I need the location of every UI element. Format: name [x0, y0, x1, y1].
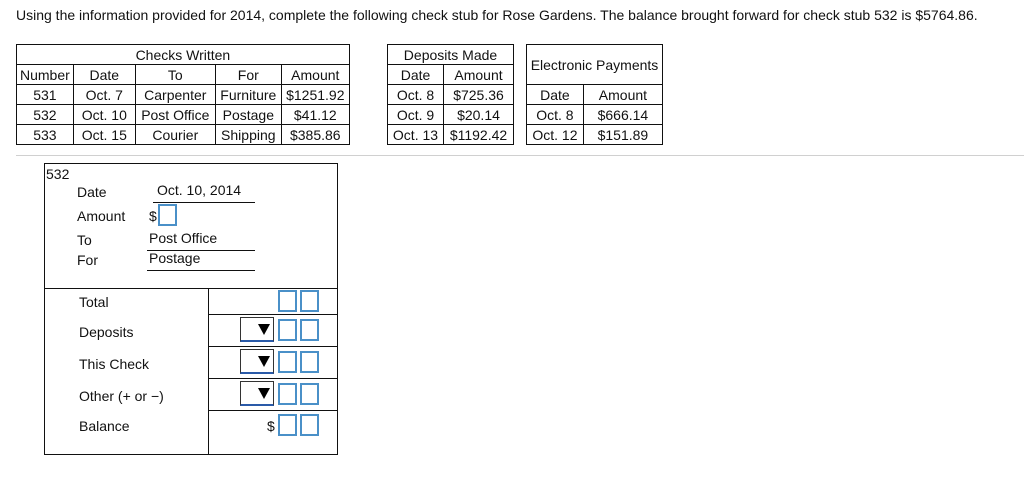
col-header-date: Date	[388, 65, 444, 85]
col-header-date: Date	[527, 85, 584, 105]
cell: Oct. 8	[527, 105, 584, 125]
cell: Oct. 8	[388, 85, 444, 105]
electronic-payments-title: Electronic Payments	[527, 45, 663, 85]
checks-written-title: Checks Written	[17, 45, 350, 65]
col-header-to: To	[135, 65, 215, 85]
table-row	[388, 125, 514, 145]
cell: Oct. 12	[527, 125, 584, 145]
balance-input-1[interactable]	[278, 414, 297, 436]
cell: Oct. 13	[388, 125, 444, 145]
section-divider	[16, 155, 1024, 156]
amount-label: Amount	[77, 208, 126, 224]
other-input-1[interactable]	[278, 383, 297, 405]
cell: 532	[17, 105, 74, 125]
date-value: Oct. 10, 2014	[153, 182, 255, 203]
table-row	[527, 125, 663, 145]
cell: Furniture	[215, 85, 281, 105]
col-header-for: For	[215, 65, 281, 85]
cell: Oct. 7	[73, 85, 135, 105]
deposits-made-table	[387, 44, 514, 145]
cell: $151.89	[583, 125, 662, 145]
cell: Oct. 9	[388, 105, 444, 125]
deposits-input-1[interactable]	[278, 319, 297, 341]
balance-label: Balance	[79, 418, 130, 434]
cell: Shipping	[215, 125, 281, 145]
total-input-1[interactable]	[278, 290, 297, 312]
total-label: Total	[79, 294, 109, 310]
row-line	[208, 378, 337, 379]
this-check-input-2[interactable]	[300, 351, 319, 373]
cell: 531	[17, 85, 74, 105]
this-check-input-1[interactable]	[278, 351, 297, 373]
other-input-2[interactable]	[300, 383, 319, 405]
amount-currency: $	[149, 208, 157, 224]
table-row	[527, 105, 663, 125]
electronic-payments-table	[526, 44, 663, 145]
dropdown-arrow-icon	[258, 356, 270, 367]
cell: 533	[17, 125, 74, 145]
row-line	[208, 314, 337, 315]
cell: $666.14	[583, 105, 662, 125]
dropdown-arrow-icon	[258, 324, 270, 335]
table-row	[388, 105, 514, 125]
table-row	[17, 105, 350, 125]
question-prompt: Using the information provided for 2014, complete the following check stub for Rose Gardens. The balance brought forward for check stub 532 is $5764.86.	[16, 7, 978, 23]
col-header-date: Date	[73, 65, 135, 85]
this-check-label: This Check	[79, 356, 150, 372]
this-check-operator-dropdown[interactable]	[240, 349, 274, 374]
cell: Oct. 10	[73, 105, 135, 125]
table-row	[17, 85, 350, 105]
other-operator-dropdown[interactable]	[240, 381, 274, 406]
deposits-made-title: Deposits Made	[388, 45, 514, 65]
cell: $385.86	[281, 125, 349, 145]
cell: Postage	[215, 105, 281, 125]
for-label: For	[77, 252, 98, 268]
col-header-number: Number	[17, 65, 74, 85]
check-stub	[44, 163, 338, 455]
table-row	[388, 85, 514, 105]
deposits-operator-dropdown[interactable]	[240, 317, 274, 342]
cell: $1251.92	[281, 85, 349, 105]
col-header-amount: Amount	[281, 65, 349, 85]
checks-written-table	[16, 44, 350, 145]
balance-input-2[interactable]	[300, 414, 319, 436]
row-line	[208, 410, 337, 411]
cell: $41.12	[281, 105, 349, 125]
to-label: To	[77, 232, 92, 248]
cell: Post Office	[135, 105, 215, 125]
cell: Carpenter	[135, 85, 215, 105]
balance-currency: $	[267, 418, 275, 434]
table-row	[17, 125, 350, 145]
row-line	[208, 346, 337, 347]
cell: $1192.42	[444, 125, 514, 145]
deposits-label: Deposits	[79, 324, 134, 340]
cell: $725.36	[444, 85, 514, 105]
other-label: Other (+ or −)	[79, 388, 164, 404]
for-value: Postage	[147, 250, 255, 271]
cell: Courier	[135, 125, 215, 145]
amount-input[interactable]	[158, 204, 177, 226]
stub-number: 532	[46, 166, 70, 182]
col-header-amount: Amount	[444, 65, 514, 85]
date-label: Date	[77, 184, 107, 200]
cell: Oct. 15	[73, 125, 135, 145]
col-header-amount: Amount	[583, 85, 662, 105]
cell: $20.14	[444, 105, 514, 125]
to-value: Post Office	[147, 230, 255, 251]
deposits-input-2[interactable]	[300, 319, 319, 341]
total-input-2[interactable]	[300, 290, 319, 312]
dropdown-arrow-icon	[258, 388, 270, 399]
